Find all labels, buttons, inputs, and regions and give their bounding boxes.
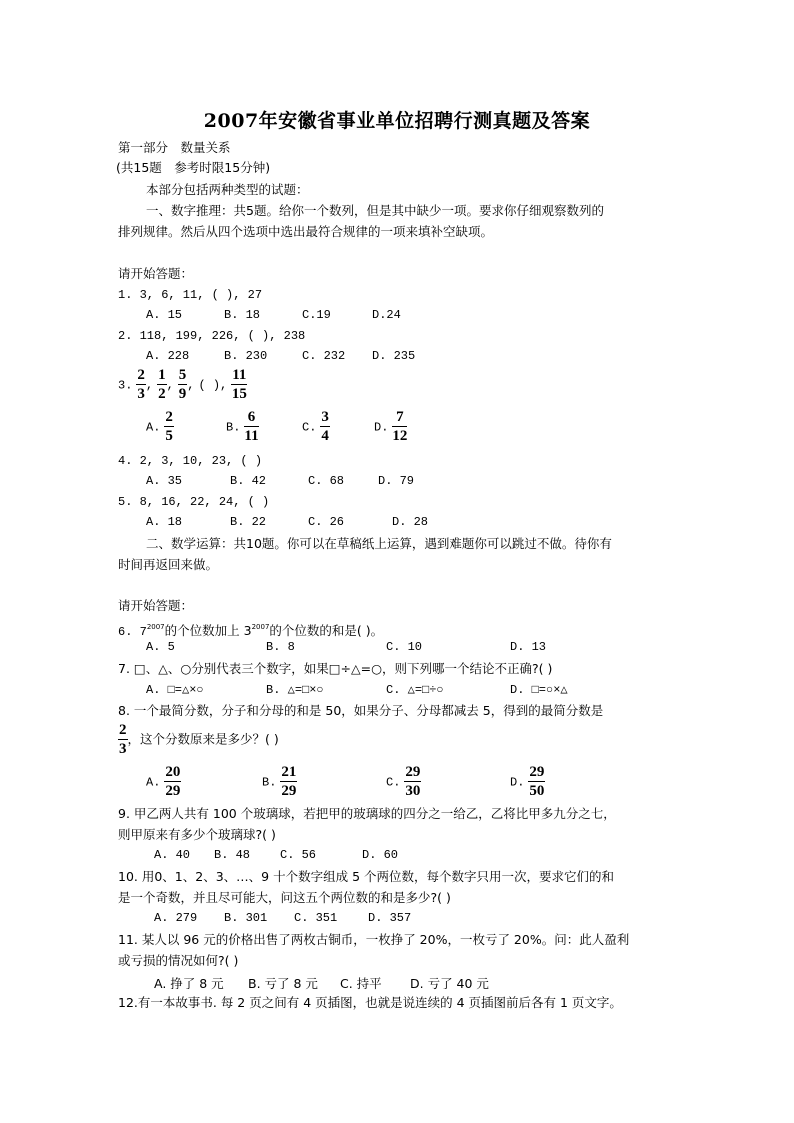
question-10-stem-line1: 10. 用0、1、2、3、…、9 十个数字组成 5 个两位数，每个数字只用一次，要求它们的和 [118,869,614,884]
question-1-stem: 1. 3, 6, 11, ( ), 27 [118,288,263,302]
question-7-stem: 7. □、△、○分别代表三个数字，如果□÷△=○，则下列哪一个结论不正确?( ) [118,661,553,676]
question-1-option-c: C.19 [302,308,331,322]
question-1-option-d: D.24 [372,308,401,322]
section1-desc-line2: 排列规律。然后从四个选项中选出最符合规律的一项来填补空缺项。 [118,224,494,239]
question-9-option-a: A. 40 [154,848,191,862]
question-4-option-a: A. 35 [146,474,183,488]
question-11-stem-line2: 或亏损的情况如何?( ) [118,953,239,968]
question-2-option-a: A. 228 [146,349,190,363]
question-11-option-d: D. 亏了 40 元 [410,976,489,991]
question-9-option-b: B. 48 [214,848,251,862]
fraction: $\frac{2}{3}$ [119,722,127,757]
question-6-option-d: D. 13 [510,640,547,654]
section1-desc-line1: 一、数字推理：共5题。给你一个数列，但是其中缺少一项。要求你仔细观察数列的 [146,203,604,218]
question-3-option-d: D. $\frac{7}{12}$ [374,409,408,444]
question-7-option-c: C. △=□÷○ [386,683,444,697]
question-4-option-b: B. 42 [230,474,267,488]
question-3-option-a: A. $\frac{2}{5}$ [146,409,173,444]
question-11-option-c: C. 持平 [340,976,382,991]
question-6-option-a: A. 5 [146,640,175,654]
question-7-option-d: D. □=○×△ [510,683,568,697]
section2-desc-line1: 二、数学运算：共10题。你可以在草稿纸上运算，遇到难题你可以跳过不做。待你有 [146,536,612,551]
question-9-option-c: C. 56 [280,848,317,862]
question-4-option-c: C. 68 [308,474,345,488]
blank: ( ), [198,378,228,393]
question-10-option-c: C. 351 [294,911,338,925]
start-prompt-2: 请开始答题： [118,598,194,613]
fraction: $\frac{2}{3}$ [137,367,145,402]
question-10-option-a: A. 279 [154,911,198,925]
question-6-stem: 6. $7^{2007}$的个位数加上 $3^{2007}$的个位数的和是( )。 [118,623,384,639]
question-9-option-d: D. 60 [362,848,399,862]
question-4-stem: 4. 2, 3, 10, 23, ( ) [118,454,263,468]
question-2-option-b: B. 230 [224,349,268,363]
question-8-option-b: B. $\frac{21}{29}$ [262,764,297,799]
question-4-option-d: D. 79 [378,474,415,488]
question-11-option-a: A. 挣了 8 元 [154,976,224,991]
question-2-stem: 2. 118, 199, 226, ( ), 238 [118,329,306,343]
intro-text: 本部分包括两种类型的试题： [146,182,309,197]
question-8-option-a: A. $\frac{20}{29}$ [146,764,181,799]
part-meta: (共15题 参考时限15分钟) [116,160,271,175]
question-5-option-a: A. 18 [146,515,183,529]
question-1-option-a: A. 15 [146,308,183,322]
document-title: 2007年安徽省事业单位招聘行测真题及答案 [203,110,591,132]
fraction: $\frac{1}{2}$ [158,367,166,402]
question-10-option-d: D. 357 [368,911,412,925]
question-8-option-c: C. $\frac{29}{30}$ [386,764,421,799]
question-11-option-b: B. 亏了 8 元 [248,976,318,991]
question-5-option-b: B. 22 [230,515,267,529]
question-8-stem-line2: $\frac{2}{3}$ ，这个分数原来是多少？( ) [119,722,279,757]
question-3-option-c: C. $\frac{3}{4}$ [302,409,329,444]
question-5-option-d: D. 28 [392,515,429,529]
question-8-option-d: D. $\frac{29}{50}$ [510,764,545,799]
question-10-option-b: B. 301 [224,911,268,925]
question-3-number: 3. [118,378,133,393]
question-3-stem: 3. $\frac{2}{3}$ , $\frac{1}{2}$ , $\frac{5}{9}$ , ( ), $\frac{11}{15}$ [118,367,247,402]
question-5-stem: 5. 8, 16, 22, 24, ( ) [118,495,270,509]
question-6-option-b: B. 8 [266,640,295,654]
question-7-option-b: B. △=□×○ [266,683,324,697]
question-1-option-b: B. 18 [224,308,261,322]
question-6-option-c: C. 10 [386,640,423,654]
question-5-option-c: C. 26 [308,515,345,529]
fraction: $\frac{5}{9}$ [178,367,187,402]
question-10-stem-line2: 是一个奇数，并且尽可能大，问这五个两位数的和是多少?( ) [118,890,451,905]
question-3-option-b: B. $\frac{6}{11}$ [226,409,259,444]
question-2-option-d: D. 235 [372,349,416,363]
section2-desc-line2: 时间再返回来做。 [118,557,219,572]
fraction: $\frac{11}{15}$ [231,367,247,402]
question-11-stem-line1: 11. 某人以 96 元的价格出售了两枚古铜币，一枚挣了 20%，一枚亏了 20%。问：此人盈利 [118,932,630,947]
start-prompt-1: 请开始答题： [118,266,194,281]
question-12-stem-line1: 12.有一本故事书. 每 2 页之间有 4 页插图，也就是说连续的 4 页插图前后各有 1 页文字。 [118,995,622,1010]
question-7-option-a: A. □=△×○ [146,683,204,697]
question-2-option-c: C. 232 [302,349,346,363]
question-8-stem-line1: 8. 一个最简分数，分子和分母的和是 50，如果分子、分母都减去 5，得到的最简分数是 [118,703,604,718]
question-9-stem-line1: 9. 甲乙两人共有 100 个玻璃球，若把甲的玻璃球的四分之一给乙，乙将比甲多九分之七， [118,806,616,821]
part-heading: 第一部分 数量关系 [118,140,231,155]
question-9-stem-line2: 则甲原来有多少个玻璃球?( ) [118,827,276,842]
